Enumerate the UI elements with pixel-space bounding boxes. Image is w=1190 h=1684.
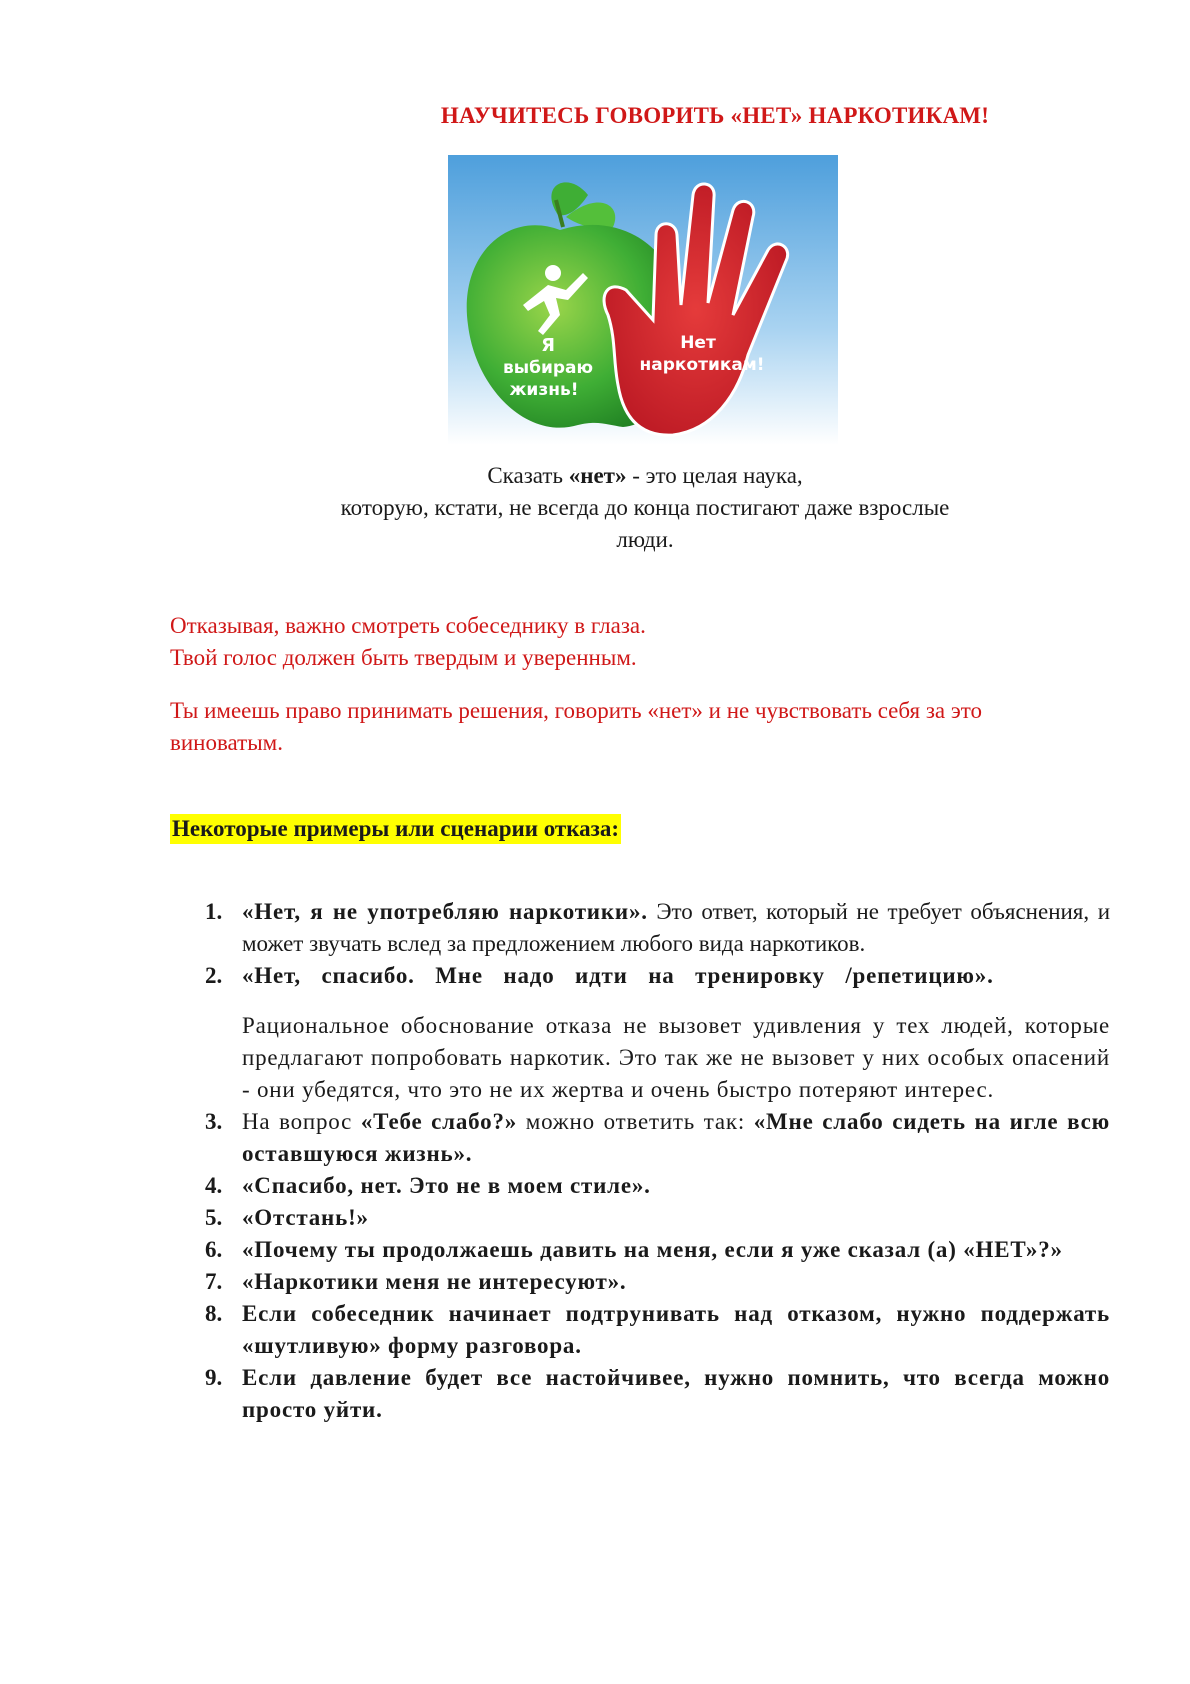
list-item: 1. «Нет, я не употребляю наркотики». Это ответ, который не требует объяснения, и может звучать вслед за предложением любого вида наркотиков. (205, 899, 1111, 956)
list-item: 8. Если собеседник начинает подтрунивать над отказом, нужно поддержать «шутливую» форму разговора. (205, 1301, 1110, 1358)
apple-text-line1: Я (541, 335, 555, 356)
list-item: 7. «Наркотики меня не интересуют». (205, 1269, 627, 1294)
intro-line-2: которую, кстати, не всегда до конца постигают даже взрослые (340, 495, 950, 520)
list-item-explanation: Рациональное обоснование отказа не вызовет удивления у тех людей, которые предлагают попробовать наркотик. Это так же не вызовет у них особых опасений - они убедятся, что это не их жертва и очень быстро потеряют интерес. (242, 1013, 1110, 1102)
intro-paragraph (0, 460, 1190, 556)
poster-illustration (448, 155, 838, 445)
list-item: 6. «Почему ты продолжаешь давить на меня, если я уже сказал (а) «НЕТ»?» (205, 1237, 1063, 1262)
apple-text-line3: жизнь! (509, 380, 579, 400)
list-item: 2. «Нет, спасибо. Мне надо идти на тренировку /репетицию». (205, 963, 994, 988)
hand-text-line2: наркотикам! (639, 355, 765, 375)
list-item: 5. «Отстань!» (205, 1205, 369, 1230)
page-title: НАУЧИТЕСЬ ГОВОРИТЬ «НЕТ» НАРКОТИКАМ! (440, 103, 990, 128)
intro-line-3: люди. (616, 527, 674, 552)
red-tip-1: Отказывая, важно смотреть собеседнику в глаза. Твой голос должен быть твердым и уверенным. (170, 613, 646, 670)
list-item: 3. На вопрос «Тебе слабо?» можно ответить так: «Мне слабо сидеть на игле всю оставшуюся жизнь». (205, 1109, 1110, 1166)
list-item: 9. Если давление будет все настойчивее, нужно помнить, что всегда можно просто уйти. (205, 1365, 1110, 1422)
red-tip-2: Ты имеешь право принимать решения, говорить «нет» и не чувствовать себя за это виноватым. (170, 698, 983, 755)
refusal-examples-list (205, 896, 1110, 1426)
list-item: 4. «Спасибо, нет. Это не в моем стиле». (205, 1173, 651, 1198)
anti-drug-poster (448, 155, 838, 445)
apple-text-line2: выбираю (502, 358, 594, 378)
intro-line-1: Сказать «нет» - это целая наука, (487, 463, 803, 488)
examples-heading: Некоторые примеры или сценарии отказа: (170, 814, 621, 844)
intro-bold-no: «нет» (568, 463, 627, 488)
hand-text-line1: Нет (680, 333, 716, 353)
